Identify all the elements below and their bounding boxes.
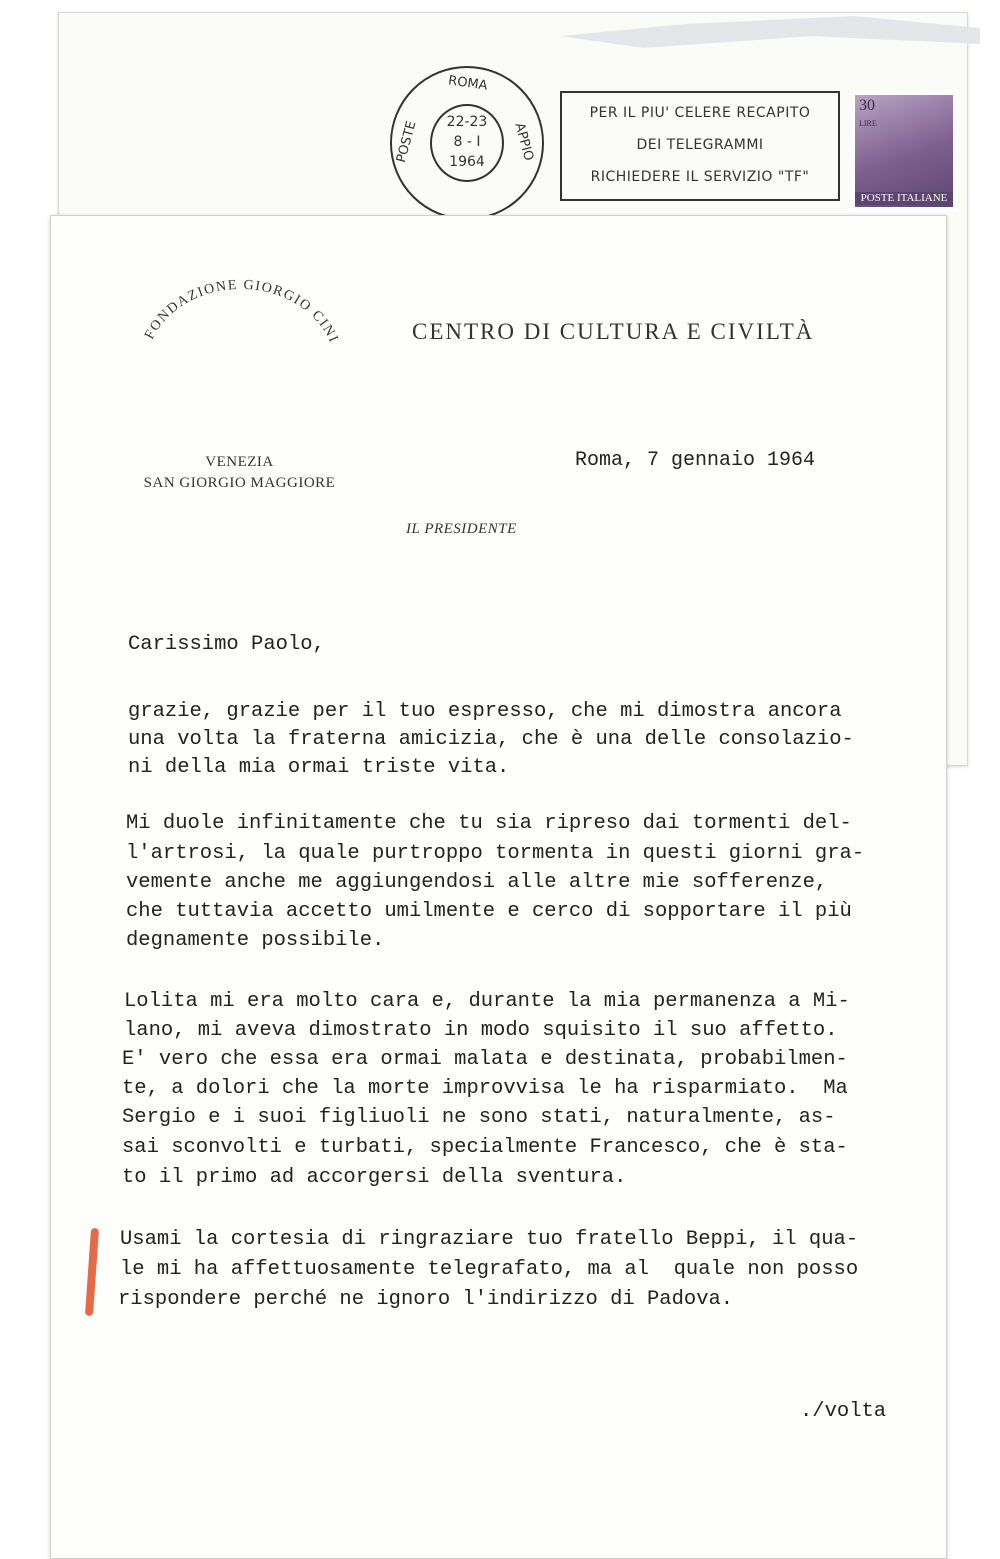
slogan-line: RICHIEDERE IL SERVIZIO "TF": [590, 169, 810, 185]
body-line: Mi duole infinitamente che tu sia ripreso dai tormenti del-: [126, 812, 852, 835]
postmark-year: 1964: [449, 154, 485, 170]
svg-text:FONDAZIONE GIORGIO CINI: FONDAZIONE GIORGIO CINI: [142, 277, 342, 346]
continuation-note: ./volta: [800, 1400, 887, 1423]
body-line: grazie, grazie per il tuo espresso, che mi dimostra ancora: [128, 700, 842, 723]
postmark-office: APPIO: [511, 121, 537, 163]
body-line: te, a dolori che la morte improvvisa le ha risparmiato. Ma: [122, 1077, 848, 1100]
body-line: le mi ha affettuosamente telegrafato, ma al quale non posso: [120, 1258, 859, 1281]
stamp-value: 30: [859, 97, 875, 114]
body-line: l'artrosi, la quale purtroppo tormenta in questi giorni gra-: [126, 842, 865, 865]
body-line: lano, mi aveva dimostrato in modo squisito il suo affetto.: [124, 1019, 838, 1042]
letterhead-city: VENEZIA: [205, 454, 274, 470]
body-line: rispondere perché ne ignoro l'indirizzo di Padova.: [118, 1288, 734, 1311]
postmark: [390, 66, 544, 220]
body-line: E' vero che essa era ormai malata e destinata, probabilmen-: [122, 1048, 848, 1071]
body-line: sai sconvolti e turbati, specialmente Francesco, che è sta-: [122, 1136, 848, 1159]
postmark-time: 22-23: [446, 114, 488, 130]
body-line: Lolita mi era molto cara e, durante la mia permanenza a Mi-: [124, 990, 850, 1013]
postmark-poste: POSTE: [394, 119, 420, 165]
postmark-date: [430, 104, 504, 182]
postmark-day: 8 - I: [453, 134, 481, 150]
body-line: degnamente possibile.: [126, 929, 385, 952]
letter-date: Roma, 7 gennaio 1964: [575, 449, 816, 472]
body-line: una volta la fraterna amicizia, che è una delle consolazio-: [128, 728, 854, 751]
postal-slogan-cancel: [560, 91, 840, 201]
letterhead-street: SAN GIORGIO MAGGIORE: [143, 475, 336, 491]
letterhead-role: IL PRESIDENTE: [406, 521, 517, 537]
postmark-city: ROMA: [447, 73, 489, 94]
body-line: che tuttavia accetto umilmente e cerco di sopportare il più: [126, 900, 852, 923]
letterhead-title: CENTRO DI CULTURA E CIVILTÀ: [412, 319, 815, 344]
body-line: vemente anche me aggiungendosi alle altre mie sofferenze,: [126, 871, 828, 894]
stamp-label: POSTE ITALIANE: [855, 192, 953, 205]
letterhead-address: [132, 452, 347, 494]
salutation: Carissimo Paolo,: [128, 633, 325, 656]
stamp-currency: LIRE: [859, 119, 877, 128]
body-line: ni della mia ormai triste vita.: [128, 756, 510, 779]
slogan-line: PER IL PIU' CELERE RECAPITO: [589, 105, 811, 121]
slogan-line: DEI TELEGRAMMI: [636, 137, 764, 153]
foundation-logo: [140, 270, 350, 380]
body-line: to il primo ad accorgersi della sventura.: [122, 1166, 627, 1189]
body-line: Usami la cortesia di ringraziare tuo fratello Beppi, il qua-: [120, 1228, 859, 1251]
body-line: Sergio e i suoi figliuoli ne sono stati, naturalmente, as-: [122, 1106, 836, 1129]
postage-stamp: [850, 90, 958, 212]
